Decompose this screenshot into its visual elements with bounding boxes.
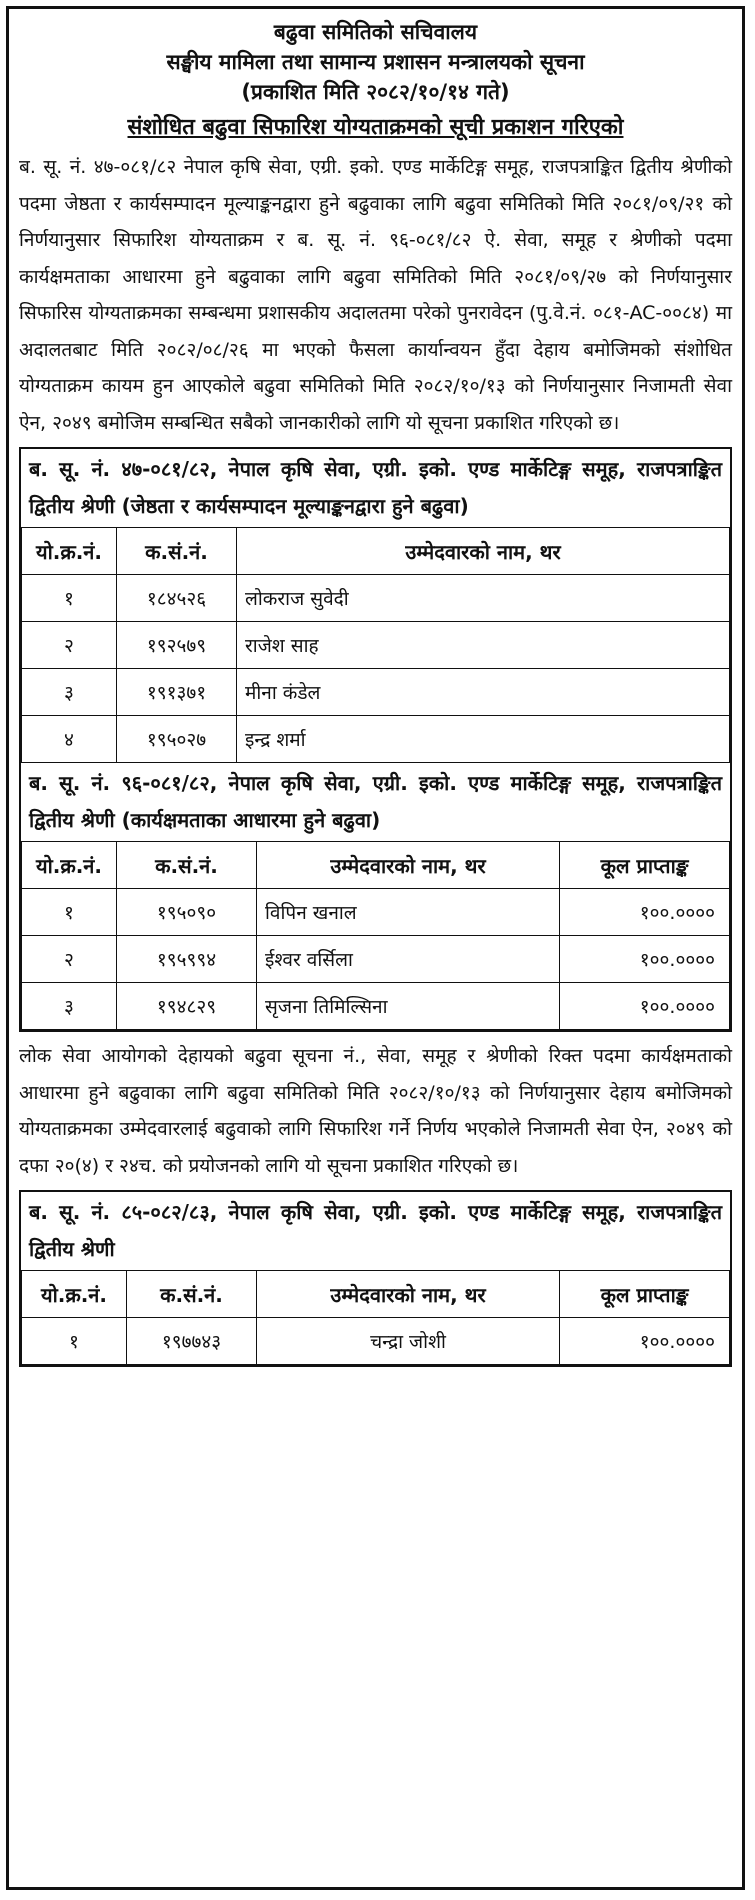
section3-box bbox=[19, 1190, 732, 1367]
row-sn: ३ bbox=[22, 669, 117, 716]
table-header-row bbox=[22, 528, 730, 575]
row-sn: ४ bbox=[22, 716, 117, 763]
col-score: कूल प्राप्ताङ्क bbox=[560, 842, 730, 889]
row-sn: २ bbox=[22, 622, 117, 669]
col-name: उम्मेदवारको नाम, थर bbox=[257, 1271, 560, 1318]
col-sn: यो.क्र.नं. bbox=[22, 842, 117, 889]
row-sn: १ bbox=[22, 889, 117, 936]
notice-frame bbox=[6, 6, 745, 1890]
second-paragraph: लोक सेवा आयोगको देहायको बढुवा सूचना नं., सेवा, समूह र श्रेणीको रिक्त पदमा कार्यक्षमताको आधारमा हुने बढुवाका लागि बढुवा समितिको मिति २०८२/१०/१३ को निर्णयानुसार देहाय बमोजिमको योग्यताक्रमका उम्मेदवारलाई बढुवाको लागि सिफारिश गर्ने निर्णय भएकोले निजामती सेवा ऐन, २०४९ को दफा २०(४) र २४च. को प्रयोजनको लागि यो सूचना प्रकाशित गरिएको छ। bbox=[19, 1045, 732, 1177]
publish-date: (प्रकाशित मिति २०८२/१०/१४ गते) bbox=[241, 80, 510, 104]
row-roll: १९५९९४ bbox=[117, 936, 257, 983]
col-score: कूल प्राप्ताङ्क bbox=[560, 1271, 730, 1318]
row-sn: २ bbox=[22, 936, 117, 983]
col-roll: क.सं.नं. bbox=[127, 1271, 257, 1318]
section1-heading: ब. सू. नं. ४७-०८१/८२, नेपाल कृषि सेवा, एग्री. इको. एण्ड मार्केटिङ्ग समूह, राजपत्राङ्कित द्वितीय श्रेणी (जेष्ठता र कार्यसम्पादन मूल्याङ्कनद्वारा हुने बढुवा) bbox=[29, 457, 722, 518]
row-name: मीना कंडेल bbox=[237, 669, 730, 716]
table-row bbox=[22, 575, 730, 622]
row-name: ईश्वर वर्सिला bbox=[257, 936, 560, 983]
table-row bbox=[22, 1318, 730, 1365]
row-roll: १९२५७९ bbox=[117, 622, 237, 669]
row-name: इन्द्र शर्मा bbox=[237, 716, 730, 763]
col-sn: यो.क्र.नं. bbox=[22, 528, 117, 575]
row-name: सृजना तिमिल्सिना bbox=[257, 983, 560, 1030]
row-name: लोकराज सुवेदी bbox=[237, 575, 730, 622]
row-roll: १९५०९० bbox=[117, 889, 257, 936]
section1-table bbox=[21, 527, 730, 763]
row-name: चन्द्रा जोशी bbox=[257, 1318, 560, 1365]
table-row bbox=[22, 983, 730, 1030]
col-roll: क.सं.नं. bbox=[117, 842, 257, 889]
row-roll: १९४८२९ bbox=[117, 983, 257, 1030]
col-name: उम्मेदवारको नाम, थर bbox=[257, 842, 560, 889]
col-roll: क.सं.नं. bbox=[117, 528, 237, 575]
table-header-row bbox=[22, 842, 730, 889]
row-roll: १९५०२७ bbox=[117, 716, 237, 763]
table-row bbox=[22, 716, 730, 763]
ministry-heading: सङ्घीय मामिला तथा सामान्य प्रशासन मन्त्रालयको सूचना bbox=[166, 50, 585, 74]
section2-heading: ब. सू. नं. ९६-०८१/८२, नेपाल कृषि सेवा, एग्री. इको. एण्ड मार्केटिङ्ग समूह, राजपत्राङ्कित द्वितीय श्रेणी (कार्यक्षमताका आधारमा हुने बढुवा) bbox=[29, 771, 722, 832]
table-header-row bbox=[22, 1271, 730, 1318]
row-sn: १ bbox=[22, 1318, 127, 1365]
row-roll: १९१३७१ bbox=[117, 669, 237, 716]
row-name: राजेश साह bbox=[237, 622, 730, 669]
row-name: विपिन खनाल bbox=[257, 889, 560, 936]
row-sn: ३ bbox=[22, 983, 117, 1030]
notice-title: संशोधित बढुवा सिफारिश योग्यताक्रमको सूची प्रकाशन गरिएको bbox=[127, 115, 624, 140]
row-roll: १९७७४३ bbox=[127, 1318, 257, 1365]
row-sn: १ bbox=[22, 575, 117, 622]
intro-paragraph: ब. सू. नं. ४७-०८१/८२ नेपाल कृषि सेवा, एग्री. इको. एण्ड मार्केटिङ्ग समूह, राजपत्राङ्कित द्वितीय श्रेणीको पदमा जेष्ठता र कार्यसम्पादन मूल्याङ्कनद्वारा हुने बढुवाका लागि बढुवा समितिको मिति २०८१/०९/२१ को निर्णयानुसार सिफारिश योग्यताक्रम र ब. सू. नं. ९६-०८१/८२ ऐ. सेवा, समूह र श्रेणीको पदमा कार्यक्षमताका आधारमा हुने बढुवाका लागि बढुवा समितिको मिति २०८१/०९/२७ को निर्णयानुसार सिफारिस योग्यताक्रमका सम्बन्धमा प्रशासकीय अदालतमा परेको पुनरावेदन (पु.वे.नं. ०८१-AC-००८४) मा अदालतबाट मिति २०८२/०८/२६ मा भएको फैसला कार्यान्वयन हुँदा देहाय बमोजिमको संशोधित योग्यताक्रम कायम हुन आएकोले बढुवा समितिको मिति २०८२/१०/१३ को निर्णयानुसार निजामती सेवा ऐन, २०४९ बमोजिम सम्बन्धित सबैको जानकारीको लागि यो सूचना प्रकाशित गरिएको छ। bbox=[19, 156, 732, 434]
row-roll: १८४५२६ bbox=[117, 575, 237, 622]
table-row bbox=[22, 936, 730, 983]
secretariat-heading: बढुवा समितिको सचिवालय bbox=[273, 20, 478, 44]
section3-table bbox=[21, 1270, 730, 1365]
row-score: १००.०००० bbox=[560, 936, 730, 983]
row-score: १००.०००० bbox=[560, 983, 730, 1030]
row-score: १००.०००० bbox=[560, 1318, 730, 1365]
col-name: उम्मेदवारको नाम, थर bbox=[237, 528, 730, 575]
table-row bbox=[22, 889, 730, 936]
section2-table bbox=[21, 841, 730, 1030]
col-sn: यो.क्र.नं. bbox=[22, 1271, 127, 1318]
table-row bbox=[22, 622, 730, 669]
section1-box bbox=[19, 447, 732, 1032]
table-row bbox=[22, 669, 730, 716]
row-score: १००.०००० bbox=[560, 889, 730, 936]
notice-content bbox=[19, 17, 732, 1367]
section3-heading: ब. सू. नं. ८५-०८२/८३, नेपाल कृषि सेवा, एग्री. इको. एण्ड मार्केटिङ्ग समूह, राजपत्राङ्कित द्वितीय श्रेणी bbox=[29, 1200, 722, 1261]
